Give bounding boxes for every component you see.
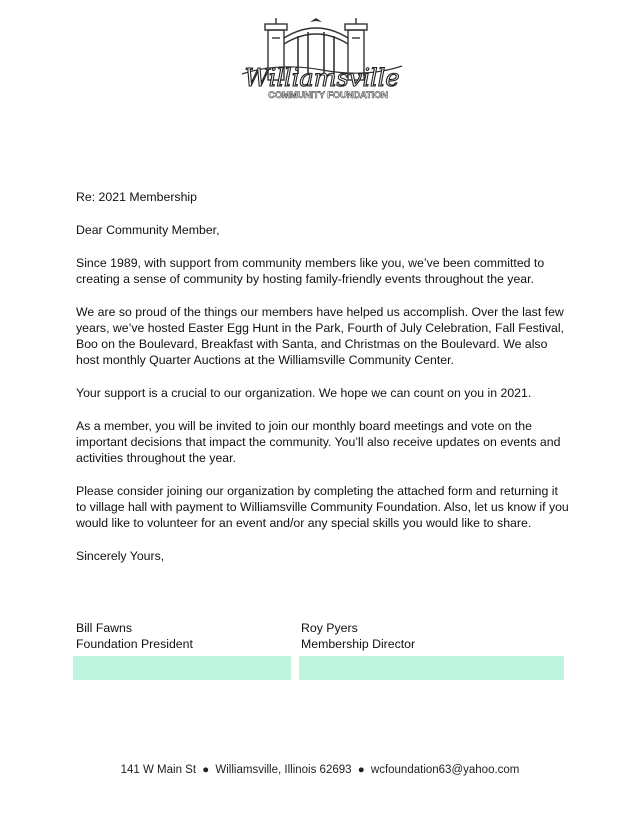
signatory-president — [76, 620, 193, 652]
paragraph-support: Your support is a crucial to our organization. We hope we can count on you in 2021. — [76, 386, 532, 400]
signatory-director — [301, 620, 415, 652]
logo-title: Williamsville — [244, 64, 400, 92]
re-line: Re: 2021 Membership — [76, 190, 197, 204]
signatory-title: Foundation President — [76, 637, 193, 651]
footer-address: 141 W Main St — [120, 764, 197, 776]
paragraph-events: We are so proud of the things our members have helped us accomplish. Over the last few years, we’ve hosted Easter Egg Hunt in the Park, Fourth of July Celebration, Fall Festival, Boo on the Boulevard, Breakfast with Santa, and Christmas on the Boulevard. We also host monthly Quarter Auctions at the Williamsville Community Center. — [76, 305, 565, 367]
signatory-name: Bill Fawns — [76, 621, 133, 635]
signature-field-president[interactable] — [73, 656, 291, 680]
eagle-icon — [310, 18, 322, 22]
footer-contact — [0, 764, 640, 776]
signatory-title: Membership Director — [301, 637, 416, 651]
footer-city: Williamsville, Illinois 62693 — [215, 764, 352, 776]
bullet-separator: ● — [357, 764, 365, 776]
signature-block — [76, 620, 576, 690]
footer-email[interactable]: wcfoundation63@yahoo.com — [370, 764, 520, 776]
signatory-name: Roy Pyers — [301, 621, 358, 635]
paragraph-call-to-action: Please consider joining our organization by completing the attached form and returning it to village hall with payment to Williamsville Community Foundation. Also, let us know if you would like to volunteer for an event and/or any special skills you would like to share. — [76, 484, 569, 530]
foundation-logo — [238, 14, 406, 104]
logo-subtitle: COMMUNITY FOUNDATION — [268, 90, 388, 101]
paragraph-membership-benefits: As a member, you will be invited to join our monthly board meetings and vote on the important decisions that impact the community. You’ll also receive updates on events and activities throughout the year. — [76, 419, 561, 465]
paragraph-history: Since 1989, with support from community members like you, we’ve been committed to creating a sense of community by hosting family-friendly events throughout the year. — [76, 256, 545, 286]
closing: Sincerely Yours, — [76, 549, 165, 563]
signature-field-director[interactable] — [299, 656, 564, 680]
salutation: Dear Community Member, — [76, 223, 220, 237]
letter-body — [76, 189, 571, 581]
bullet-separator: ● — [202, 764, 210, 776]
